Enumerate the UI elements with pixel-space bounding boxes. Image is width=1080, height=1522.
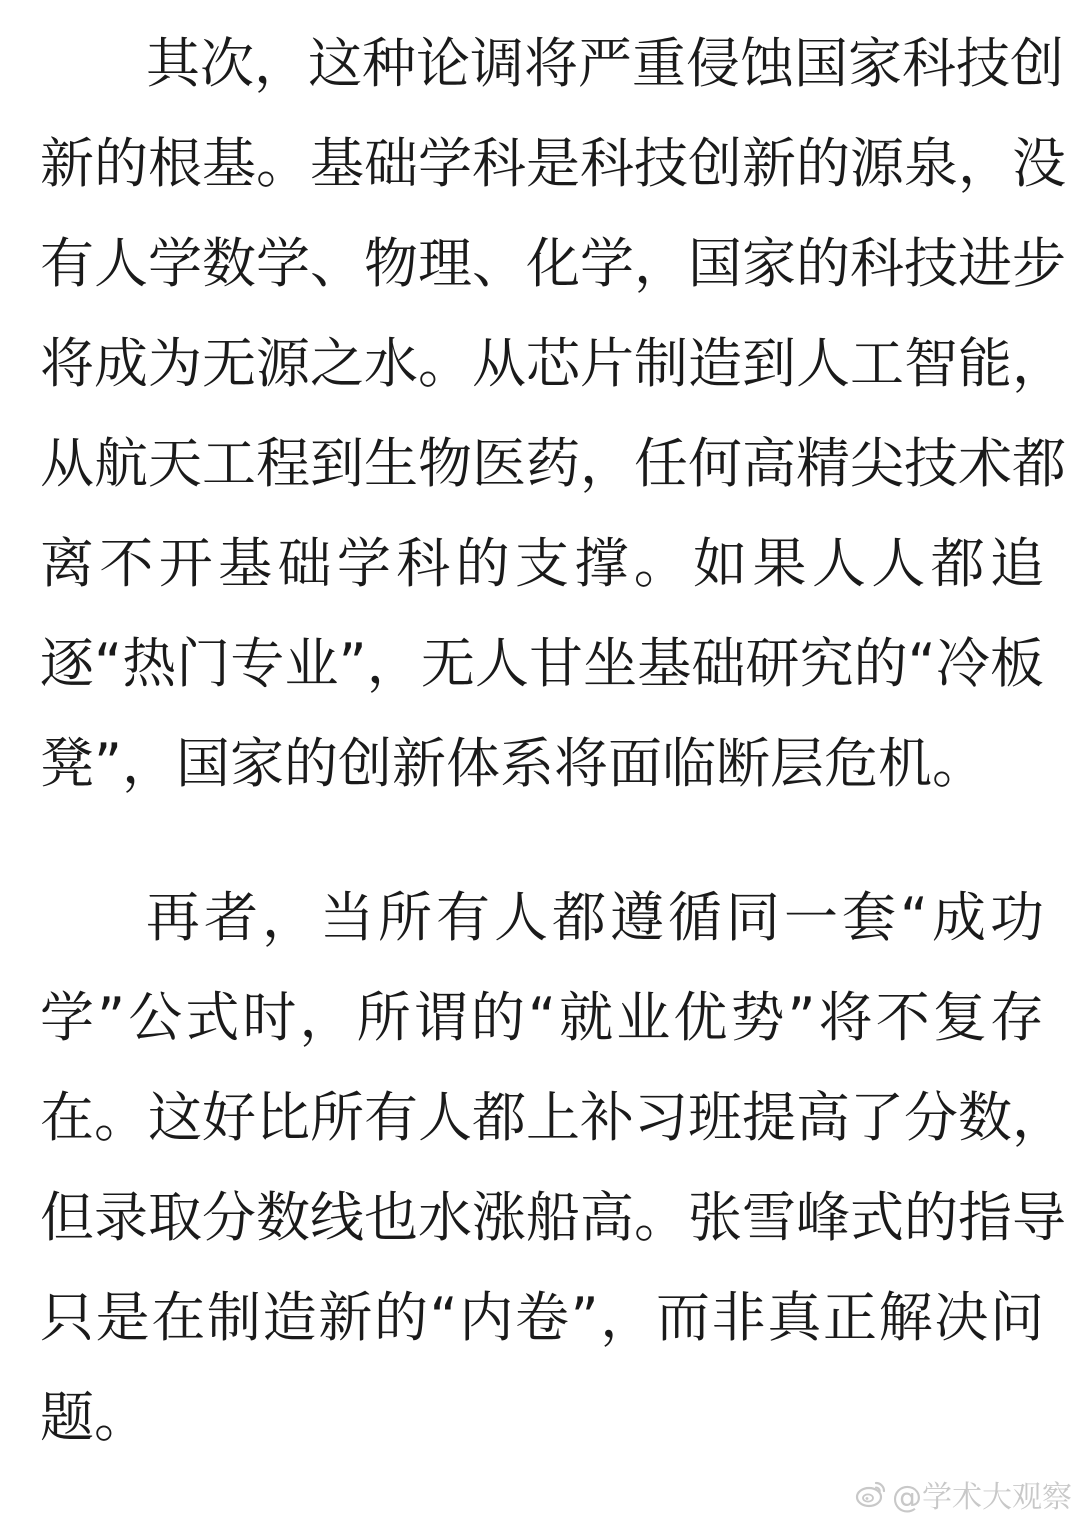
paragraph-line: 题。 [40, 1386, 148, 1449]
paragraph-line: 在。这好比所有人都上补习班提高了分数， [40, 1086, 1066, 1149]
weibo-logo-icon [854, 1477, 888, 1511]
paragraph-line: 逐“热门专业”，无人甘坐基础研究的“冷板 [40, 632, 1044, 695]
weibo-watermark [854, 1474, 1072, 1514]
paragraph-line: 新的根基。基础学科是科技创新的源泉，没 [40, 132, 1066, 195]
paragraph-line: 只是在制造新的“内卷”，而非真正解决问 [40, 1286, 1044, 1349]
watermark-text: @学术大观察 [892, 1480, 1072, 1515]
paragraph-line: 从航天工程到生物医药，任何高精尖技术都 [40, 432, 1066, 495]
paragraph-line: 凳”，国家的创新体系将面临断层危机。 [40, 732, 986, 795]
paragraph-line: 但录取分数线也水涨船高。张雪峰式的指导 [40, 1186, 1066, 1249]
paragraph-2 [40, 868, 1066, 1468]
paragraph-line: 再者，当所有人都遵循同一套“成功 [146, 886, 1044, 949]
paragraph-1 [40, 14, 1066, 814]
paragraph-line: 将成为无源之水。从芯片制造到人工智能， [40, 332, 1066, 395]
paragraph-line: 学”公式时，所谓的“就业优势”将不复存 [40, 986, 1044, 1049]
paragraph-line: 离不开基础学科的支撑。如果人人都追 [40, 532, 1044, 595]
paragraph-line: 有人学数学、物理、化学，国家的科技进步 [40, 232, 1066, 295]
paragraph-line: 其次，这种论调将严重侵蚀国家科技创 [146, 32, 1064, 95]
